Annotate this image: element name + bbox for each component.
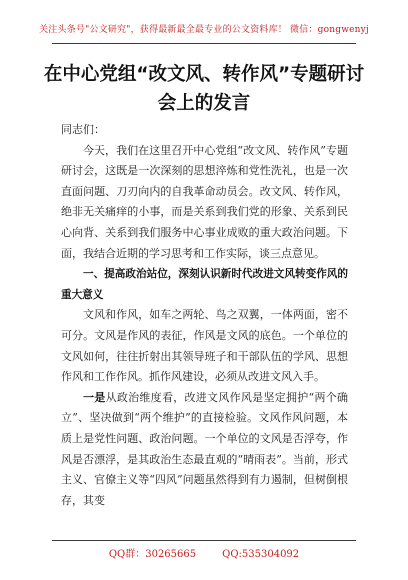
footer-divider: [52, 540, 356, 541]
section-heading-1: 一、提高政治站位，深刻认识新时代改进文风转变作风的重大意义: [61, 268, 348, 301]
paragraph-lead-label: 一是: [83, 390, 106, 404]
salutation: 同志们：: [61, 123, 105, 136]
footer: [0, 545, 408, 560]
document-body: [61, 120, 348, 511]
paragraph-intro: 今天，我们在这里召开中心党组“改文风、转作风”专题研讨会，这既是一次深刻的思想淬炼和党性洗礼，也是一次直面问题、刀刃向内的自我革命动员会。改文风、转作风，绝非无关痛痒的小事，而是关系到我们党的形象、关系到民心向背、关系到我们服务中心事业成败的重大政治问题。下面，我结合近期的学习思考和工作实际，谈三点意见。: [61, 143, 348, 260]
footer-qq: QQ:535304092: [222, 549, 300, 560]
title-line-2: 会上的发言: [157, 93, 251, 114]
header-divider: [52, 43, 356, 44]
paragraph-political-dimension: [61, 388, 348, 512]
header-banner: 关注头条号"公文研究"，获得最新最全最专业的公文资料库！ 微信：gongwenyj: [39, 25, 369, 35]
paragraph-political-text: 从政治维度看，改进文风作风是坚定拥护“两个确立”、坚决做到“两个维护”的直接检验。文风作风问题，本质上是党性问题、政治问题。一个单位的文风是否浮夸，作风是否漂浮，是其政治生态最直观的“晴雨表”。当前，形式主义、官僚主义等“四风”问题虽然得到有力遏制，但树倒根存，其变: [61, 390, 349, 507]
paragraph-significance: 文风和作风，如车之两轮、鸟之双翼，一体两面，密不可分。文风是作风的表征，作风是文风的底色。一个单位的文风如何，往往折射出其领导班子和干部队伍的学风、思想作风和工作作风。抓作风建设，必须从改进文风入手。: [61, 308, 348, 384]
document-title: [40, 60, 368, 118]
footer-qq-group: QQ群：30265665: [108, 549, 197, 560]
title-line-1: 在中心党组“改文风、转作风”专题研讨: [43, 64, 365, 85]
